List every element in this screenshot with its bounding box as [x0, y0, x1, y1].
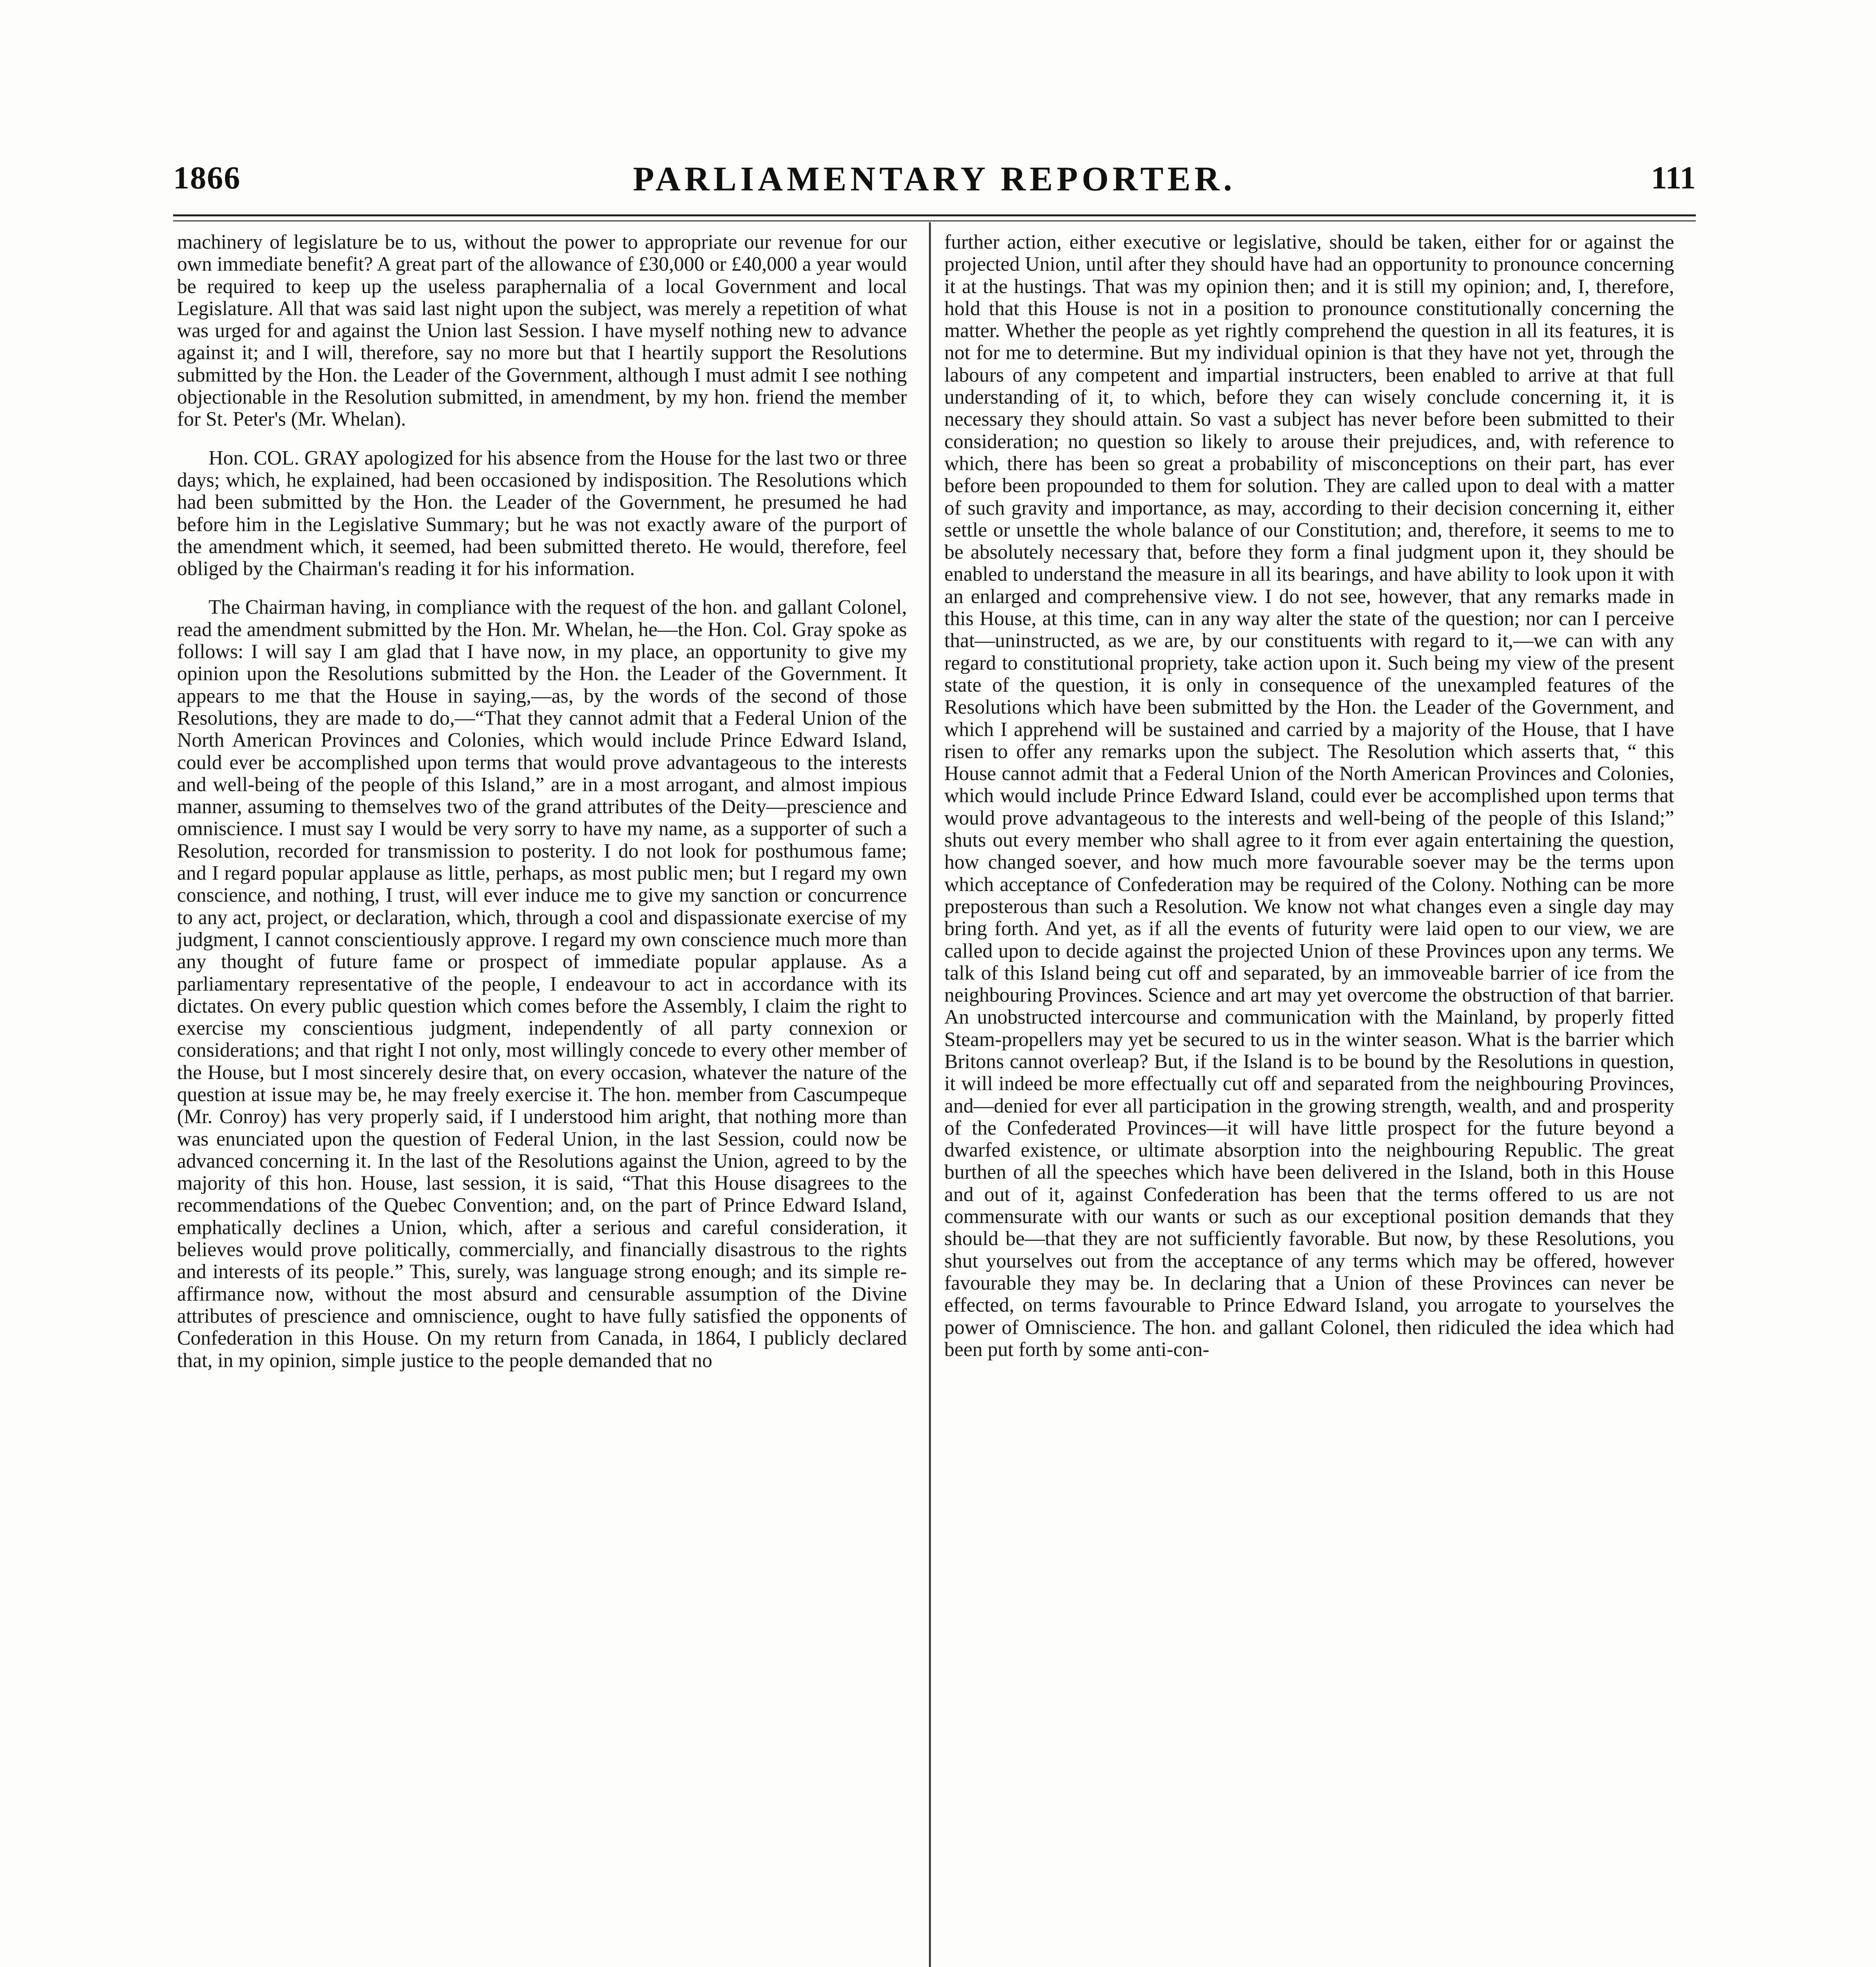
right-column [944, 231, 1674, 1361]
paragraph-col-gray-intro: Hon. COL. GRAY apologized for his absence from the House for the last two or three days; which, he explained, had been occasioned by indisposition. The Resolutions which had been submitted by the Hon. the Leader of the Government, he presumed he had before him in the Legislative Summary; but he was not exactly aware of the purport of the amendment which, it seemed, had been submitted thereto. He would, therefore, feel obliged by the Chairman's reading it for his information. [177, 447, 907, 580]
page-number: 111 [1651, 160, 1696, 196]
left-column [177, 231, 907, 1372]
paragraph-continuation: machinery of legislature be to us, without the power to appropriate our revenue for our own immediate benefit? A great part of the allowance of £30,000 or £40,000 a year would be required to keep up the useless paraphernalia of a local Government and local Legislature. All that was said last night upon the subject, was merely a repetition of what was urged for and against the Union last Session. I have myself nothing new to advance against it; and I will, therefore, say no more but that I heartily support the Resolutions submitted by the Hon. the Leader of the Government, although I must admit I see nothing objectionable in the Resolution submitted, in amendment, by my hon. friend the member for St. Peter's (Mr. Whelan). [177, 231, 907, 431]
header-rule [173, 214, 1696, 221]
publication-title: PARLIAMENTARY REPORTER. [633, 160, 1236, 198]
paragraph-col-gray-speech: The Chairman having, in compliance with the request of the hon. and gallant Colonel, read the amendment submitted by the Hon. Mr. Whelan, he—the Hon. Col. Gray spoke as follows: I will say I am glad that I have now, in my place, an opportunity to give my opinion upon the Resolutions submitted by the Hon. the Leader of the Government. It appears to me that the House in saying,—as, by the words of the second of those Resolutions, they are made to do,—“That they cannot admit that a Federal Union of the North American Provinces and Colonies, which would include Prince Edward Island, could ever be accomplished upon terms that would prove advantageous to the interests and well-being of the people of this Island,” are in a most arrogant, and almost impious manner, assuming to themselves two of the grand attributes of the Deity—prescience and omniscience. I must say I would be very sorry to have my name, as a supporter of such a Resolution, recorded for transmission to posterity. I do not look for posthumous fame; and I regard popular applause as little, perhaps, as most public men; but I regard my own conscience, and nothing, I trust, will ever induce me to give my sanction or concurrence to any act, project, or declaration, which, through a cool and dispassionate exercise of my judgment, I cannot conscientiously approve. I regard my own conscience much more than any thought of future fame or prospect of immediate popular applause. As a parliamentary representative of the people, I endeavour to act in accordance with its dictates. On every public question which comes before the Assembly, I claim the right to exercise my conscientious judgment, independently of all party connexion or considerations; and that right I not only, most willingly concede to every other member of the House, but I most sincerely desire that, on every occasion, whatever the nature of the question at issue may be, he may freely exercise it. The hon. member from Cascumpeque (Mr. Conroy) has very properly said, if I understood him aright, that nothing more than was enunciated upon the question of Federal Union, in the last Session, could now be advanced concerning it. In the last of the Resolutions against the Union, agreed to by the majority of this hon. House, last session, it is said, “That this House disagrees to the recommendations of the Quebec Convention; and, on the part of Prince Edward Island, emphatically declines a Union, which, after a serious and careful consideration, it believes would prove politically, commercially, and financially disastrous to the rights and interests of its people.” This, surely, was language strong enough; and its simple re-affirmance now, without the most absurd and censurable assumption of the Divine attributes of prescience and omniscience, ought to have fully satisfied the opponents of Confederation in this House. On my return from Canada, in 1864, I publicly declared that, in my opinion, simple justice to the people demanded that no [177, 596, 907, 1372]
page-header [173, 155, 1696, 210]
page-year: 1866 [173, 160, 241, 196]
paragraph-speech-continued: further action, either executive or legislative, should be taken, either for or against the projected Union, until after they should have had an opportunity to pronounce concerning it at the hustings. That was my opinion then; and it is still my opinion; and, I, therefore, hold that this House is not in a position to pronounce constitutionally concerning the matter. Whether the people as yet rightly comprehend the question in all its features, it is not for me to determine. But my individual opinion is that they have not yet, through the labours of any competent and impartial instructers, been enabled to arrive at that full understanding of it, to which, before they can wisely conclude concerning it, it is necessary they should attain. So vast a subject has never before been submitted to their consideration; no question so likely to arouse their prejudices, and, with reference to which, there has been so great a probability of misconceptions on their part, has ever before been propounded to them for solution. They are called upon to deal with a matter of such gravity and importance, as may, according to their decision concerning it, either settle or unsettle the whole balance of our Constitution; and, therefore, it seems to me to be absolutely necessary that, before they form a final judgment upon it, they should be enabled to understand the measure in all its bearings, and have ability to look upon it with an enlarged and comprehensive view. I do not see, however, that any remarks made in this House, at this time, can in any way alter the state of the question; nor can I perceive that—uninstructed, as we are, by our constituents with regard to it,—we can with any regard to constitutional propriety, take action upon it. Such being my view of the present state of the question, it is only in consequence of the unexampled features of the Resolutions which have been submitted by the Hon. the Leader of the Government, and which I apprehend will be sustained and carried by a majority of the House, that I have risen to offer any remarks upon the subject. The Resolution which asserts that, “ this House cannot admit that a Federal Union of the North American Provinces and Colonies, which would include Prince Edward Island, could ever be accomplished upon terms that would prove advantageous to the interests and well-being of the people of this Island;” shuts out every member who shall agree to it from ever again entertaining the question, how changed soever, and how much more favourable soever may be the terms upon which acceptance of Confederation may be required of the Colony. Nothing can be more preposterous than such a Resolution. We know not what changes even a single day may bring forth. And yet, as if all the events of futurity were laid open to our view, we are called upon to decide against the projected Union of these Provinces upon any terms. We talk of this Island being cut off and separated, by an immoveable barrier of ice from the neighbouring Provinces. Science and art may yet overcome the obstruction of that barrier. An unobstructed intercourse and communication with the Mainland, by properly fitted Steam-propellers may yet be secured to us in the winter season. What is the barrier which Britons cannot overleap? But, if the Island is to be bound by the Resolutions in question, it will indeed be more effectually cut off and separated from the neighbouring Provinces, and—denied for ever all participation in the growing strength, wealth, and and prosperity of the Confederated Provinces—it will have little prospect for the future beyond a dwarfed existence, or ultimate absorption into the neighbouring Republic. The great burthen of all the speeches which have been delivered in the Island, both in this House and out of it, against Confederation has been that the terms offered to us are not commensurate with our wants or such as our exceptional position demands that they should be—that they are not sufficiently favorable. But now, by these Resolutions, you shut yourselves out from the acceptance of any terms which may be offered, however favourable they may be. In declaring that a Union of these Provinces can never be effected, on terms favourable to Prince Edward Island, you arrogate to yourselves the power of Omniscience. The hon. and gallant Colonel, then ridiculed the idea which had been put forth by some anti-con- [944, 231, 1674, 1361]
column-divider [929, 222, 931, 1967]
